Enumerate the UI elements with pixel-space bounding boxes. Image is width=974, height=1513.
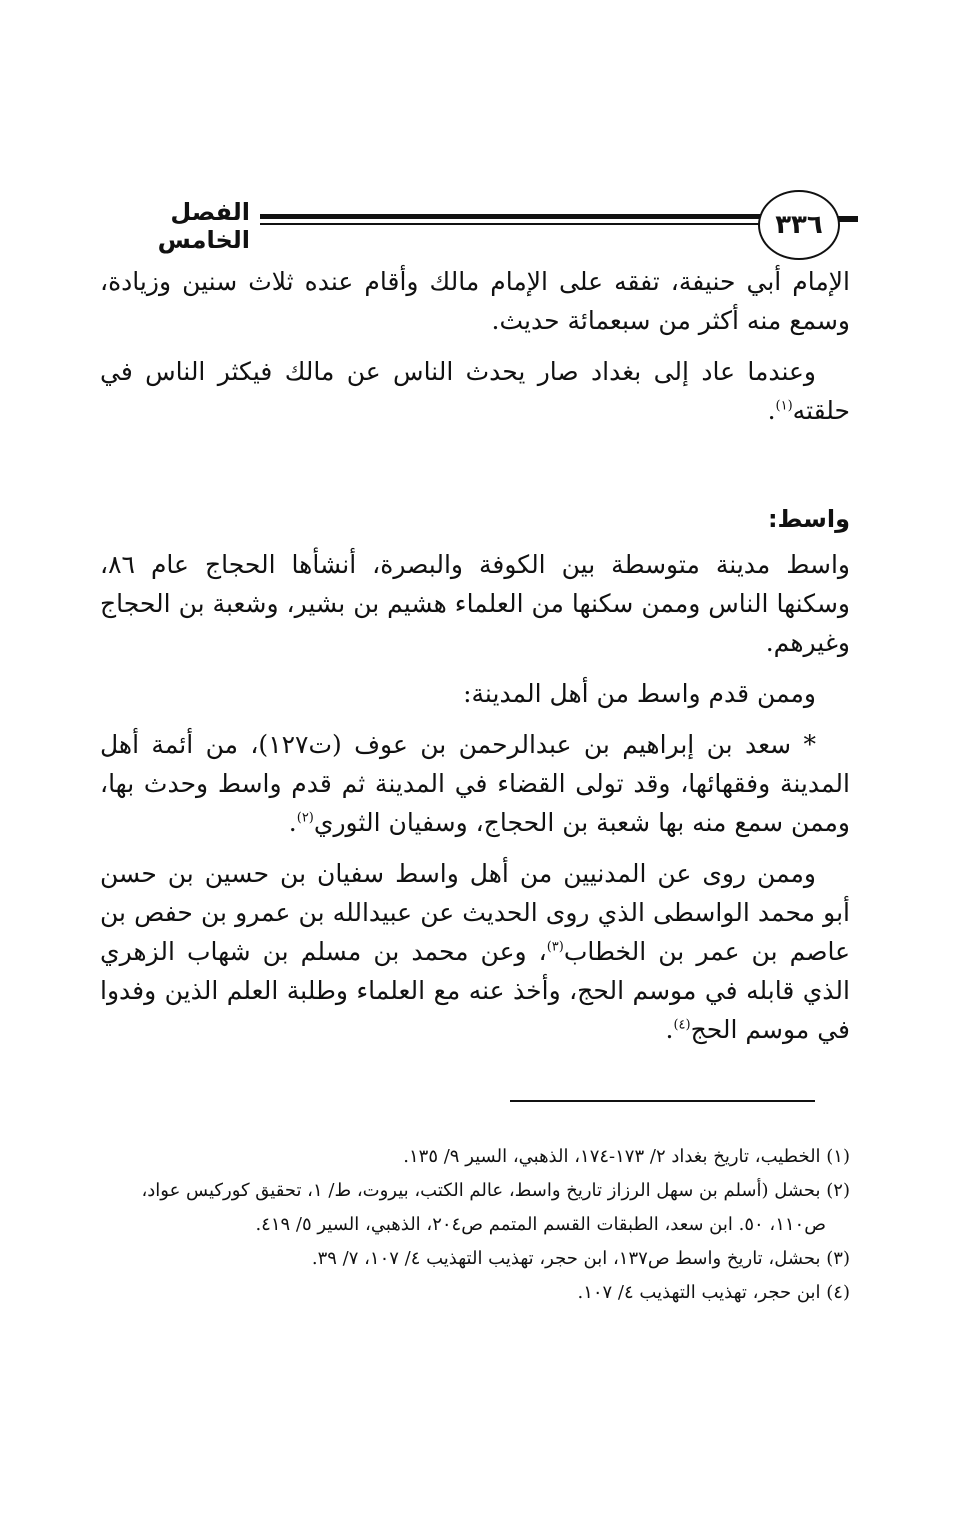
- footnote-separator: [510, 1100, 815, 1102]
- paragraph-6-part-a: وممن روى عن المدنيين من أهل واسط سفيان بن حسين بن حسن أبو محمد الواسطى الذي روى الحديث عن عبيدالله بن عمرو بن حفص بن عاصم بن عمر بن الخطاب: [100, 859, 850, 966]
- paragraph-2: [100, 352, 850, 430]
- paragraph-5-end: .: [288, 808, 297, 837]
- section-heading-wasit: واسط:: [767, 505, 850, 533]
- paragraph-6-part-b: ، وعن محمد بن مسلم بن شهاب الزهري الذي قابله في موسم الحج، وأخذ عنه مع العلماء وطلبة العلم الذين وفدوا في موسم الحج: [100, 937, 850, 1044]
- page-header: [100, 190, 840, 260]
- paragraph-2-text: وعندما عاد إلى بغداد صار يحدث الناس عن مالك فيكثر الناس في حلقته: [100, 357, 850, 425]
- footnote-4: (٤) ابن حجر، تهذيب التهذيب ٤/ ١٠٧.: [577, 1282, 850, 1303]
- footnote-2-continued: ص١١٠، ٥٠. ابن سعد، الطبقات القسم المتمم ص٢٠٤، الذهبي، السير ٥/ ٤١٩.: [255, 1214, 826, 1235]
- footnote-1: (١) الخطيب، تاريخ بغداد ٢/ ١٧٣-١٧٤، الذهبي، السير ٩/ ١٣٥.: [403, 1146, 850, 1167]
- paragraph-2-end: .: [767, 396, 776, 425]
- footnotes: [100, 1140, 850, 1310]
- footnote-ref-1: (١): [775, 398, 793, 414]
- footnote-ref-2: (٢): [296, 810, 314, 826]
- footnote-3: (٣) بحشل، تاريخ واسط ص١٣٧، ابن حجر، تهذيب التهذيب ٤/ ١٠٧، ٧/ ٣٩.: [311, 1248, 850, 1269]
- paragraph-1: الإمام أبي حنيفة، تفقه على الإمام مالك وأقام عنده ثلاث سنين وزيادة، وسمع منه أكثر من سبعمائة حديث.: [100, 267, 850, 335]
- header-rule-thin: [260, 223, 770, 225]
- paragraph-6-end: .: [665, 1015, 674, 1044]
- paragraph-3: واسط مدينة متوسطة بين الكوفة والبصرة، أنشأها الحجاج عام ٨٦، وسكنها الناس وممن سكنها من العلماء هشيم بن بشير، وشعبة بن الحجاج وغيرهم.: [100, 550, 850, 657]
- main-text: [100, 262, 850, 1061]
- page-number: ٣٣٦: [758, 190, 840, 260]
- footnote-ref-4: (٤): [673, 1017, 691, 1033]
- paragraph-4: وممن قدم واسط من أهل المدينة:: [463, 679, 816, 708]
- chapter-title: الفصل الخامس: [157, 198, 250, 254]
- paragraph-5: [100, 725, 850, 842]
- header-rule-thick: [260, 214, 770, 219]
- paragraph-6: [100, 854, 850, 1049]
- paragraph-5-text: * سعد بن إبراهيم بن عبدالرحمن بن عوف (ت١٢٧)، من أئمة أهل المدينة وفقهائها، وقد تولى القضاء في المدينة ثم قدم واسط وحدث بها، وممن سمع منه بها شعبة بن الحجاج، وسفيان الثوري: [100, 730, 850, 837]
- footnote-2: (٢) بحشل (أسلم بن سهل الرزاز تاريخ واسط، عالم الكتب، بيروت، ط/ ١، تحقيق كوركيس عواد،: [141, 1180, 850, 1201]
- footnote-ref-3: (٣): [546, 939, 564, 955]
